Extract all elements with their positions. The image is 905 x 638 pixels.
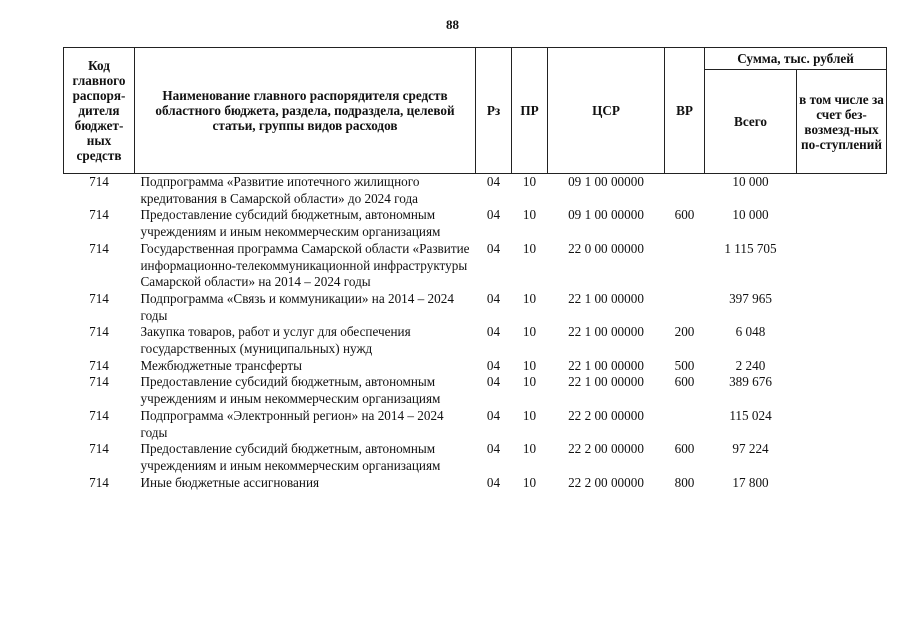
cell-vr <box>665 408 705 441</box>
cell-pr: 10 <box>522 207 537 223</box>
cell-vr: 500 <box>674 357 695 373</box>
cell-incl <box>797 358 887 375</box>
header-code: Код главного распоря-дителя бюджет-ных средств <box>64 48 135 174</box>
cell-csr: 22 2 00 00000 <box>568 407 644 423</box>
table-row <box>64 324 887 357</box>
cell-total: 397 965 <box>729 290 772 306</box>
cell-rz: 04 <box>486 174 501 189</box>
table-row <box>64 291 887 324</box>
header-pr: ПР <box>512 48 548 174</box>
table-row <box>64 241 887 291</box>
cell-incl <box>797 291 887 324</box>
cell-incl <box>797 475 887 492</box>
cell-incl <box>797 324 887 357</box>
cell-total: 389 676 <box>729 374 772 390</box>
cell-csr: 22 0 00 00000 <box>568 240 644 256</box>
cell-name: Иные бюджетные ассигнования <box>140 474 320 490</box>
table-row <box>64 441 887 474</box>
cell-code: 714 <box>89 207 109 223</box>
cell-total: 97 224 <box>732 441 769 457</box>
cell-vr <box>665 174 705 208</box>
cell-total: 1 115 705 <box>724 240 777 256</box>
cell-name: Межбюджетные трансферты <box>140 357 302 373</box>
table-row <box>64 174 887 208</box>
cell-code: 714 <box>89 357 109 373</box>
cell-incl <box>797 374 887 407</box>
header-incl: в том числе за счет без-возмезд-ных по-ступлений <box>797 70 887 174</box>
header-csr: ЦСР <box>548 48 665 174</box>
table-header <box>64 48 887 174</box>
cell-code: 714 <box>89 474 109 490</box>
cell-incl <box>797 207 887 240</box>
cell-pr: 10 <box>522 374 537 390</box>
cell-vr <box>665 291 705 324</box>
cell-rz: 04 <box>486 407 501 423</box>
cell-code: 714 <box>89 374 109 390</box>
cell-name: Предоставление субсидий бюджетным, автономным учреждениям и иным некоммерческим организациям <box>140 441 441 473</box>
cell-rz: 04 <box>486 441 501 457</box>
cell-total: 17 800 <box>732 474 769 490</box>
header-sum-group: Сумма, тыс. рублей <box>705 48 887 70</box>
table-row <box>64 374 887 407</box>
cell-name: Предоставление субсидий бюджетным, автономным учреждениям и иным некоммерческим организациям <box>140 374 441 407</box>
cell-pr: 10 <box>522 441 537 457</box>
cell-csr: 22 1 00 00000 <box>568 324 644 340</box>
table-body <box>64 174 887 492</box>
cell-name: Подпрограмма «Электронный регион» на 2014 – 2024 годы <box>140 407 444 440</box>
cell-pr: 10 <box>522 290 537 306</box>
cell-vr: 600 <box>674 441 695 457</box>
header-name: Наименование главного распорядителя средств областного бюджета, раздела, подраздела, целевой статьи, группы видов расходов <box>135 48 476 174</box>
cell-csr: 22 1 00 00000 <box>568 290 644 306</box>
cell-pr: 10 <box>522 407 537 423</box>
cell-vr <box>665 241 705 291</box>
cell-incl <box>797 408 887 441</box>
cell-vr: 800 <box>674 474 695 490</box>
page-number: 88 <box>446 17 459 32</box>
budget-table <box>63 47 887 491</box>
header-total: Всего <box>705 70 797 174</box>
table-row <box>64 408 887 441</box>
cell-pr: 10 <box>522 174 537 189</box>
cell-total: 2 240 <box>735 357 766 373</box>
table-row <box>64 358 887 375</box>
header-rz: Рз <box>476 48 512 174</box>
cell-incl <box>797 441 887 474</box>
cell-vr: 200 <box>674 324 695 340</box>
cell-name: Подпрограмма «Развитие ипотечного жилищного кредитования в Самарской области» до 2024 года <box>140 174 420 206</box>
cell-vr: 600 <box>674 207 695 223</box>
cell-name: Государственная программа Самарской области «Развитие информационно-телекоммуникационной инфраструктуры Самарской области» на 2014 – 2024 годы <box>140 240 470 290</box>
cell-pr: 10 <box>522 324 537 340</box>
cell-rz: 04 <box>486 357 501 373</box>
cell-pr: 10 <box>522 474 537 490</box>
cell-name: Подпрограмма «Связь и коммуникации» на 2014 – 2024 годы <box>140 290 454 323</box>
cell-code: 714 <box>89 174 109 189</box>
cell-code: 714 <box>89 324 109 340</box>
cell-csr: 09 1 00 00000 <box>568 174 644 189</box>
cell-csr: 09 1 00 00000 <box>568 207 644 223</box>
cell-code: 714 <box>89 407 109 423</box>
cell-code: 714 <box>89 290 109 306</box>
cell-total: 10 000 <box>732 174 769 189</box>
cell-vr: 600 <box>674 374 695 390</box>
cell-total: 6 048 <box>735 324 766 340</box>
cell-csr: 22 1 00 00000 <box>568 374 644 390</box>
cell-pr: 10 <box>522 357 537 373</box>
cell-incl <box>797 174 887 208</box>
cell-code: 714 <box>89 240 109 256</box>
cell-incl <box>797 241 887 291</box>
cell-csr: 22 2 00 00000 <box>568 474 644 490</box>
cell-code: 714 <box>89 441 109 457</box>
cell-total: 115 024 <box>729 407 772 423</box>
cell-name: Закупка товаров, работ и услуг для обеспечения государственных (муниципальных) нужд <box>140 324 411 357</box>
table-row <box>64 207 887 240</box>
cell-pr: 10 <box>522 240 537 256</box>
cell-csr: 22 1 00 00000 <box>568 357 644 373</box>
cell-rz: 04 <box>486 474 501 490</box>
cell-rz: 04 <box>486 324 501 340</box>
cell-rz: 04 <box>486 374 501 390</box>
cell-rz: 04 <box>486 240 501 256</box>
cell-total: 10 000 <box>732 207 769 223</box>
table-row <box>64 475 887 492</box>
cell-name: Предоставление субсидий бюджетным, автономным учреждениям и иным некоммерческим организациям <box>140 207 441 240</box>
header-vr: ВР <box>665 48 705 174</box>
cell-csr: 22 2 00 00000 <box>568 441 644 457</box>
cell-rz: 04 <box>486 290 501 306</box>
cell-rz: 04 <box>486 207 501 223</box>
